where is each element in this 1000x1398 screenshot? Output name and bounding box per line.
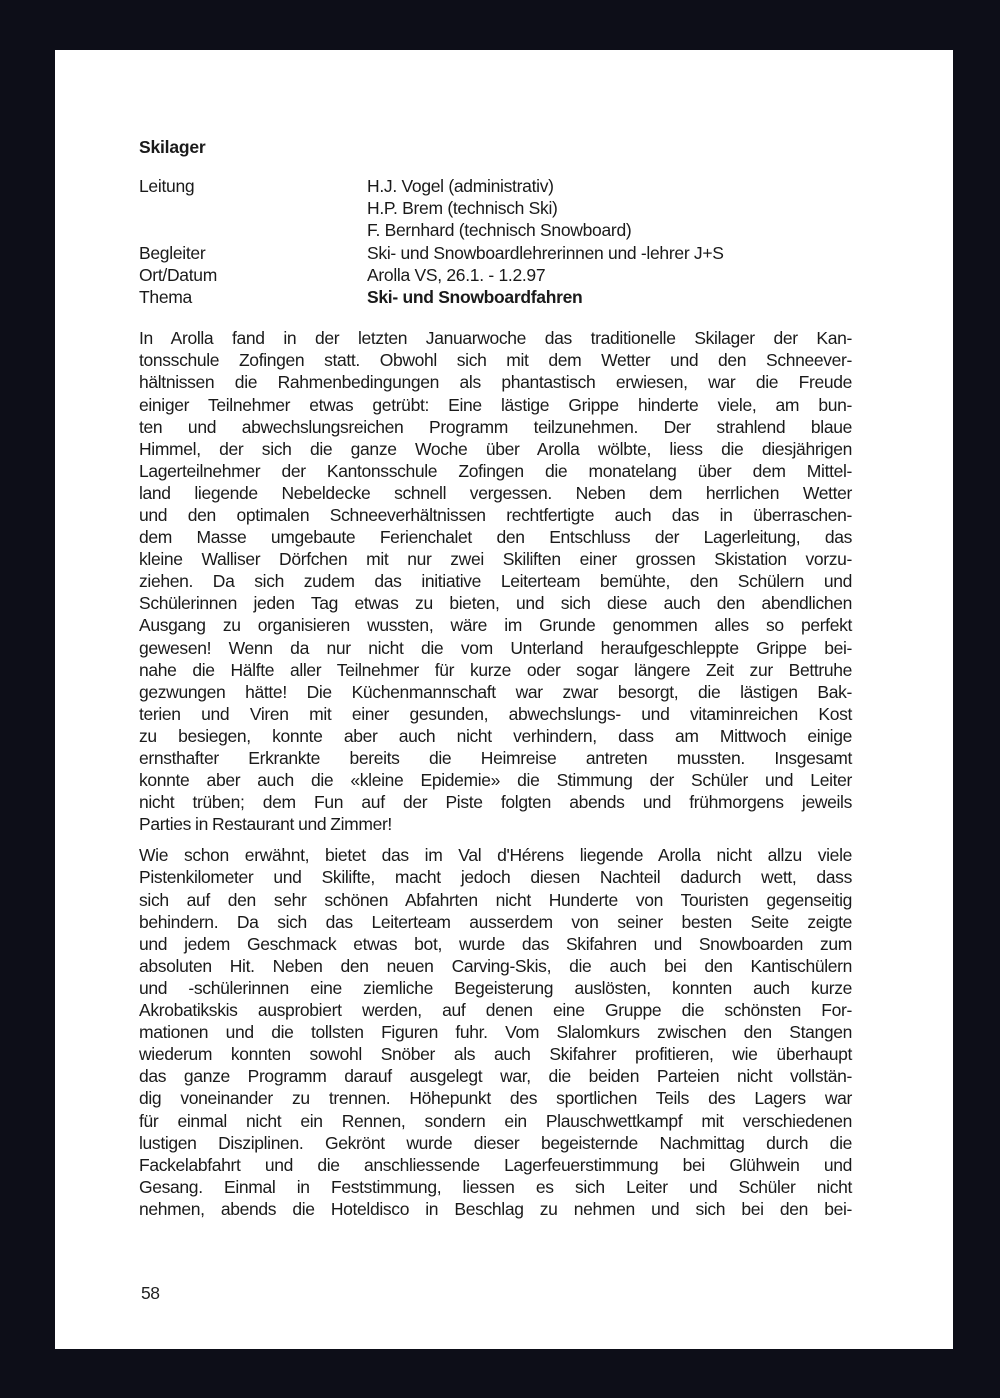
paragraph-line: einiger Teilnehmer etwas getrübt: Eine lästige Grippe hinderte viele, am bun- [139,394,852,415]
paragraph-line: zu besiegen, konnte aber auch nicht verhindern, dass am Mittwoch einige [139,725,852,746]
paragraph-line: nahe die Hälfte aller Teilnehmer für kurze oder sogar längere Zeit zur Bettruhe [139,659,852,680]
paragraph-line: Gesang. Einmal in Feststimmung, liessen es sich Leiter und Schüler nicht [139,1176,852,1197]
meta-values [367,175,631,242]
paragraph-line: Akrobatikskis ausprobiert werden, auf denen eine Gruppe die schönsten For- [139,1000,852,1021]
meta-value: Ski- und Snowboardlehrerinnen und -lehrer J+S [367,242,724,263]
paragraph-line: Himmel, der sich die ganze Woche über Arolla wölbte, liess die diesjährigen [139,438,852,459]
meta-row-thema [139,286,852,308]
article [139,136,852,1220]
paragraph-line: absoluten Hit. Neben den neuen Carving-Skis, die auch bei den Kantischülern [139,955,852,976]
paragraph-line: und jedem Geschmack etwas bot, wurde das Skifahren und Snowboarden zum [139,933,852,954]
paragraph-line: gewesen! Wenn da nur nicht die vom Unterland heraufgeschleppte Grippe bei- [139,637,852,658]
paragraph-line: hältnissen die Rahmenbedingungen als phantastisch erwiesen, war die Freude [139,372,852,393]
paragraph-line: für einmal nicht ein Rennen, sondern ein Plauschwettkampf mit verschiedenen [139,1110,852,1131]
meta-value: Arolla VS, 26.1. - 1.2.97 [367,264,546,285]
meta-label: Leitung [139,176,195,196]
meta-label: Thema [139,287,192,308]
paragraph-line: und den optimalen Schneeverhältnissen rechtfertigte auch das in überraschen- [139,504,852,525]
paragraph-line: sich auf den sehr schönen Abfahrten nicht Hunderte von Touristen gegenseitig [139,889,852,910]
paragraph-line: ten und abwechslungsreichen Programm teilzunehmen. Der strahlend blaue [139,416,852,437]
paragraph-line: nicht trüben; dem Fun auf der Piste folgten abends und frühmorgens jeweils [139,792,852,813]
page-number: 58 [141,1283,160,1303]
article-title: Skilager [139,137,206,157]
paragraph-line: tonsschule Zofingen statt. Obwohl sich mit dem Wetter und den Schneever- [139,350,852,371]
meta-value: H.P. Brem (technisch Ski) [367,198,558,219]
meta-row-ort-datum [139,264,852,286]
paragraph-line: nehmen, abends die Hoteldisco in Beschlag zu nehmen und sich bei den bei- [139,1198,852,1219]
meta-row-begleiter [139,242,852,264]
meta-row-leitung [139,175,852,242]
paragraph-line: Ausgang zu organisieren wussten, wäre im Grunde genommen alles so perfekt [139,615,852,636]
paragraph-line: kleine Walliser Dörfchen mit nur zwei Skiliften einer grossen Skistation vorzu- [139,549,852,570]
paragraph-line: lustigen Disziplinen. Gekrönt wurde dieser begeisternde Nachmittag durch die [139,1132,852,1153]
meta-value: F. Bernhard (technisch Snowboard) [367,220,632,241]
paragraph-1 [139,327,852,835]
meta-values [367,264,545,286]
paragraph-line: Parties in Restaurant und Zimmer! [139,814,392,835]
article-meta [139,175,852,308]
paragraph-line: In Arolla fand in der letzten Januarwoche das traditionelle Skilager der Kan- [139,328,852,349]
paragraph-line: Pistenkilometer und Skilifte, macht jedoch diesen Nachteil dadurch wett, dass [139,867,852,888]
meta-value: Ski- und Snowboardfahren [367,287,583,308]
paragraph-line: mationen und die tollsten Figuren fuhr. Vom Slalomkurs zwischen den Stangen [139,1022,852,1043]
meta-label: Begleiter [139,242,206,263]
paragraph-line: konnte aber auch die «kleine Epidemie» die Stimmung der Schüler und Leiter [139,770,852,791]
paragraph-line: Lagerteilnehmer der Kantonsschule Zofingen die monatelang über dem Mittel- [139,460,852,481]
paragraph-line: land liegende Nebeldecke schnell vergessen. Neben dem herrlichen Wetter [139,482,852,503]
paragraph-line: behindern. Da sich das Leiterteam ausserdem von seiner besten Seite zeigte [139,911,852,932]
paragraph-line: terien und Viren mit einer gesunden, abwechslungs- und vitaminreichen Kost [139,703,852,724]
paragraph-line: wiederum konnten sowohl Snöber als auch Skifahrer profitieren, wie überhaupt [139,1044,852,1065]
meta-values [367,242,724,264]
document-page [55,50,953,1349]
paragraph-line: Schülerinnen jeden Tag etwas zu bieten, und sich diese auch den abendlichen [139,593,852,614]
paragraph-line: Fackelabfahrt und die anschliessende Lagerfeuerstimmung bei Glühwein und [139,1154,852,1175]
paragraph-2 [139,844,852,1220]
paragraph-line: ziehen. Da sich zudem das initiative Leiterteam bemühte, den Schülern und [139,571,852,592]
meta-values [367,286,582,308]
paragraph-line: und -schülerinnen eine ziemliche Begeisterung auslösten, konnten auch kurze [139,977,852,998]
paragraph-line: ernsthafter Erkrankte bereits die Heimreise antreten mussten. Insgesamt [139,748,852,768]
paragraph-line: dig voneinander zu trennen. Höhepunkt des sportlichen Teils des Lagers war [139,1088,852,1109]
paragraph-line: das ganze Programm darauf ausgelegt war, die beiden Parteien nicht vollstän- [139,1066,852,1087]
meta-value: H.J. Vogel (administrativ) [367,176,554,196]
meta-label: Ort/Datum [139,264,218,285]
paragraph-line: Wie schon erwähnt, bietet das im Val d'Hérens liegende Arolla nicht allzu viele [139,845,852,866]
paragraph-line: dem Masse umgebaute Ferienchalet den Entschluss der Lagerleitung, das [139,527,852,548]
paragraph-line: gezwungen hätte! Die Küchenmannschaft war zwar besorgt, die lästigen Bak- [139,681,852,702]
